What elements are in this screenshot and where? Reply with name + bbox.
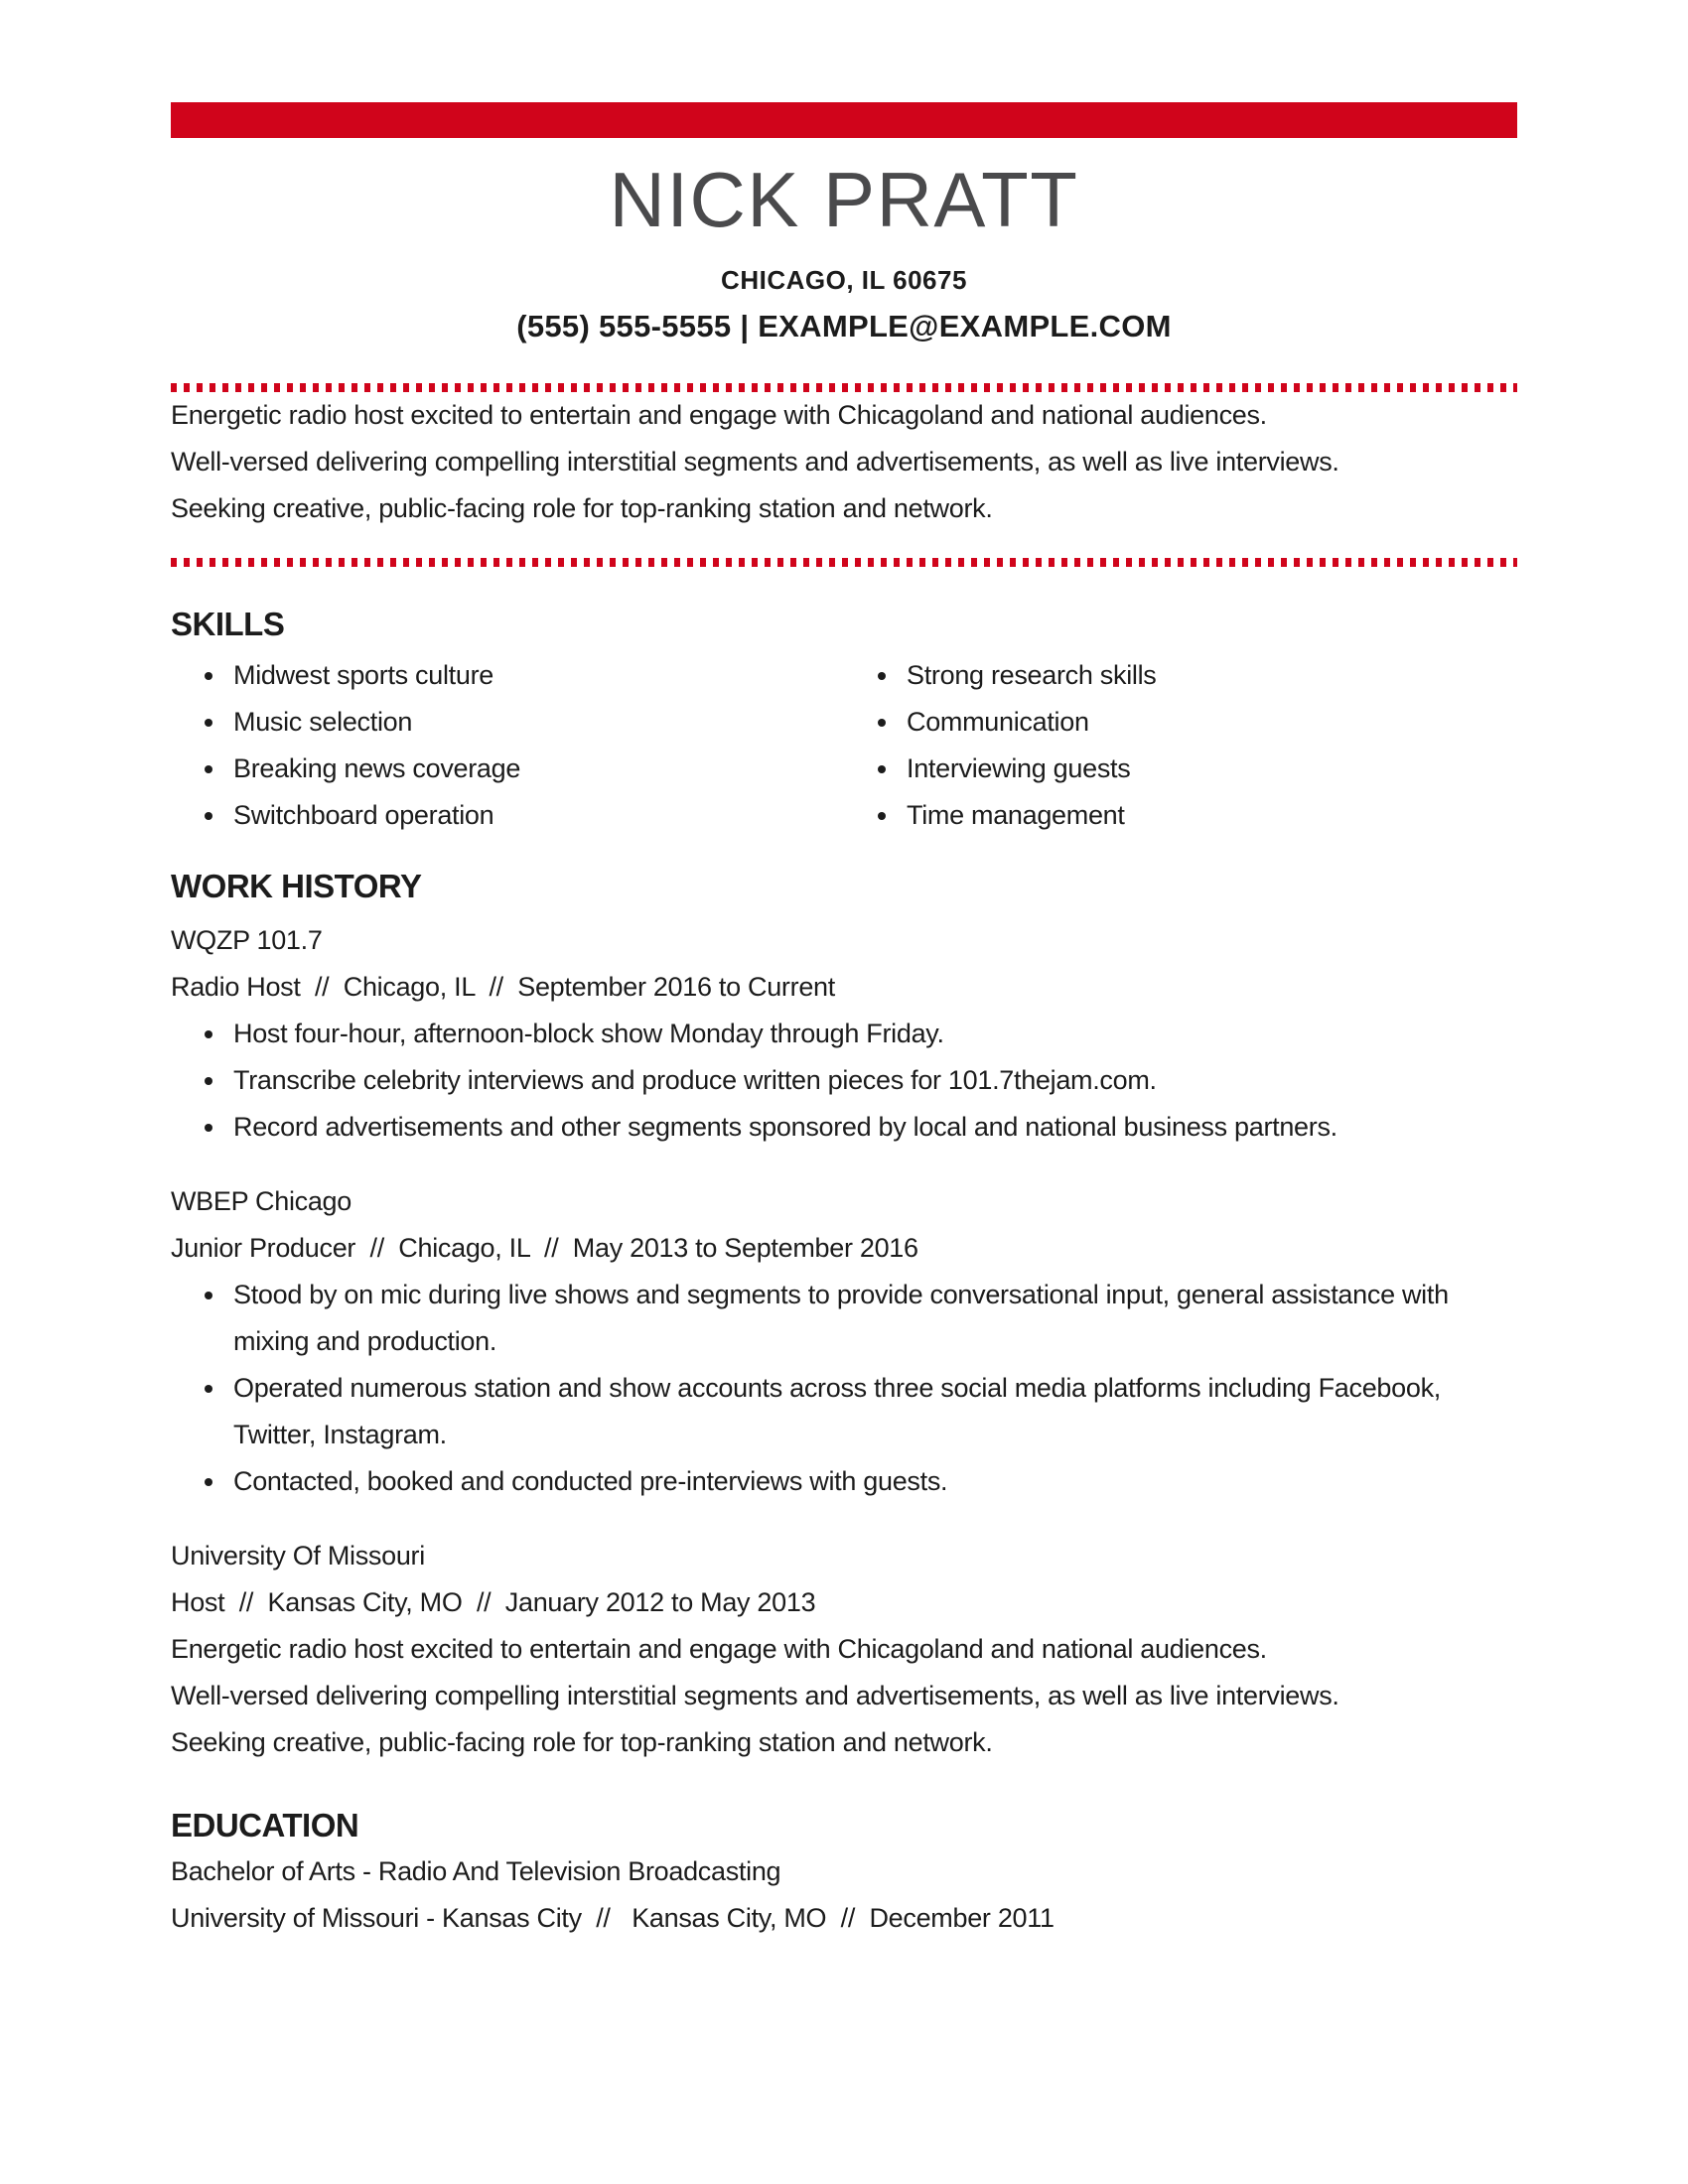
job-bullet-text: Host four-hour, afternoon-block show Monday through Friday.: [233, 1019, 944, 1048]
location-line: CHICAGO, IL 60675: [721, 265, 967, 295]
summary-divider-top: [171, 383, 1517, 392]
bullet-dot-icon: [205, 719, 212, 727]
job-bullet: [171, 1011, 1517, 1057]
job-meta: Radio Host // Chicago, IL // September 2016 to Current: [171, 972, 835, 1002]
summary-line: Seeking creative, public-facing role for top-ranking station and network.: [171, 493, 993, 523]
summary-section: [171, 392, 1517, 532]
skill-label: Music selection: [233, 707, 413, 737]
skills-column-right: [844, 652, 1517, 839]
bullet-dot-icon: [878, 672, 886, 680]
skill-item: [844, 699, 1517, 746]
skill-item: [171, 652, 844, 699]
job-company: University Of Missouri: [171, 1541, 425, 1570]
bullet-dot-icon: [205, 1030, 212, 1038]
job-bullet: [171, 1365, 1517, 1458]
contact-line: (555) 555-5555 | EXAMPLE@EXAMPLE.COM: [516, 309, 1172, 343]
job-entry: [171, 917, 1517, 1151]
job-bullet-text: Transcribe celebrity interviews and produce written pieces for 101.7thejam.com.: [233, 1065, 1157, 1095]
job-description-line: Well-versed delivering compelling interstitial segments and advertisements, as well as live interviews.: [171, 1681, 1339, 1710]
job-company: WQZP 101.7: [171, 925, 323, 955]
job-entry: [171, 1178, 1517, 1505]
summary-divider-bottom: [171, 558, 1517, 567]
job-bullet-text: Operated numerous station and show accounts across three social media platforms including Facebook, Twitter, Instagram.: [233, 1373, 1441, 1449]
skill-item: [171, 792, 844, 839]
skill-label: Time management: [907, 800, 1125, 830]
job-meta: Junior Producer // Chicago, IL // May 2013 to September 2016: [171, 1233, 918, 1263]
summary-line: Well-versed delivering compelling interstitial segments and advertisements, as well as live interviews.: [171, 447, 1339, 477]
bullet-dot-icon: [205, 1124, 212, 1132]
skill-label: Communication: [907, 707, 1089, 737]
bullet-dot-icon: [205, 1478, 212, 1486]
bullet-dot-icon: [205, 1077, 212, 1085]
job-bullet: [171, 1104, 1517, 1151]
skills-section: [171, 601, 1517, 839]
education-meta: University of Missouri - Kansas City // Kansas City, MO // December 2011: [171, 1903, 1055, 1933]
job-entry: [171, 1533, 1517, 1766]
candidate-name: NICK PRATT: [609, 156, 1079, 243]
top-accent-bar: [171, 102, 1517, 138]
education-heading: EDUCATION: [171, 1807, 359, 1843]
job-bullet-text: Record advertisements and other segments sponsored by local and national business partners.: [233, 1112, 1337, 1142]
bullet-dot-icon: [205, 765, 212, 773]
skill-item: [844, 792, 1517, 839]
skill-item: [171, 699, 844, 746]
skill-item: [844, 746, 1517, 792]
skill-item: [844, 652, 1517, 699]
bullet-dot-icon: [205, 672, 212, 680]
work-history-heading: WORK HISTORY: [171, 868, 422, 904]
skills-heading: SKILLS: [171, 606, 285, 642]
bullet-dot-icon: [205, 812, 212, 820]
skill-label: Strong research skills: [907, 660, 1157, 690]
skill-item: [171, 746, 844, 792]
job-bullet-text: Stood by on mic during live shows and segments to provide conversational input, general assistance with mixing and production.: [233, 1280, 1449, 1356]
bullet-dot-icon: [205, 1292, 212, 1299]
summary-line: Energetic radio host excited to entertain and engage with Chicagoland and national audiences.: [171, 400, 1267, 430]
skills-column-left: [171, 652, 844, 839]
job-meta: Host // Kansas City, MO // January 2012 to May 2013: [171, 1587, 816, 1617]
bullet-dot-icon: [205, 1385, 212, 1393]
skill-label: Interviewing guests: [907, 753, 1131, 783]
education-degree: Bachelor of Arts - Radio And Television Broadcasting: [171, 1856, 781, 1886]
job-description-line: Energetic radio host excited to entertain and engage with Chicagoland and national audiences.: [171, 1634, 1267, 1664]
job-bullet: [171, 1057, 1517, 1104]
job-bullet: [171, 1458, 1517, 1505]
job-bullet: [171, 1272, 1517, 1365]
bullet-dot-icon: [878, 719, 886, 727]
education-section: [171, 1802, 1517, 1942]
work-history-section: [171, 863, 1517, 1766]
skill-label: Midwest sports culture: [233, 660, 493, 690]
job-company: WBEP Chicago: [171, 1186, 352, 1216]
bullet-dot-icon: [878, 765, 886, 773]
skills-columns: [171, 652, 1517, 839]
bullet-dot-icon: [878, 812, 886, 820]
skill-label: Switchboard operation: [233, 800, 494, 830]
skill-label: Breaking news coverage: [233, 753, 521, 783]
job-description-line: Seeking creative, public-facing role for top-ranking station and network.: [171, 1727, 993, 1757]
job-bullet-text: Contacted, booked and conducted pre-interviews with guests.: [233, 1466, 948, 1496]
